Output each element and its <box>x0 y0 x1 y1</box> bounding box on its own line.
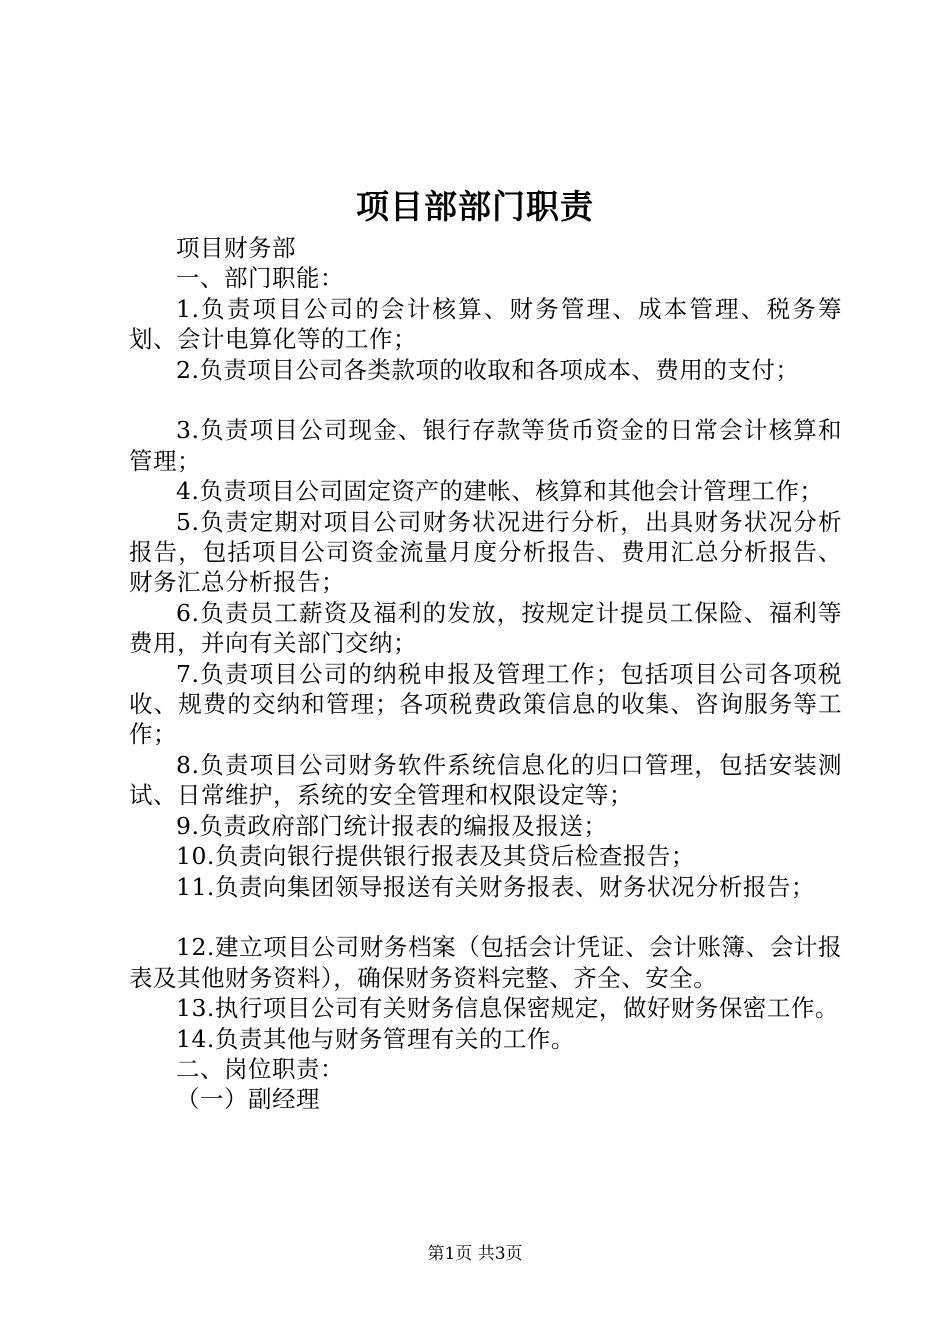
paragraph-subsection-heading: （一）副经理 <box>176 1085 320 1114</box>
paragraph-item-7: 7.负责项目公司的纳税申报及管理工作；包括项目公司各项税收、规费的交纳和管理；各项税费政策信息的收集、咨询服务等工作； <box>129 659 842 749</box>
paragraph-item-1: 1.负责项目公司的会计核算、财务管理、成本管理、税务筹划、会计电算化等的工作； <box>129 294 842 354</box>
paragraph-section-heading: 一、部门职能： <box>176 264 344 293</box>
paragraph-department-name: 项目财务部 <box>176 234 296 262</box>
paragraph-section-heading-2: 二、岗位职责： <box>176 1054 344 1083</box>
page-number-footer: 第1页 共3页 <box>427 1244 523 1264</box>
document-body <box>129 233 842 1115</box>
paragraph-item-4: 4.负责项目公司固定资产的建帐、核算和其他会计管理工作； <box>176 477 824 506</box>
paragraph-item-11: 11.负责向集团领导报送有关财务报表、财务状况分析报告； <box>176 872 815 901</box>
paragraph-item-9: 9.负责政府部门统计报表的编报及报送； <box>176 811 608 840</box>
paragraph-item-12: 12.建立项目公司财务档案（包括会计凭证、会计账簿、会计报表及其他财务资料），确保财务资料完整、齐全、安全。 <box>129 933 842 992</box>
paragraph-item-14: 14.负责其他与财务管理有关的工作。 <box>176 1024 575 1053</box>
paragraph-item-3: 3.负责项目公司现金、银行存款等货币资金的日常会计核算和管理； <box>129 416 842 475</box>
paragraph-item-2: 2.负责项目公司各类款项的收取和各项成本、费用的支付； <box>176 355 800 384</box>
document-title: 项目部部门职责 <box>356 187 594 226</box>
paragraph-item-6: 6.负责员工薪资及福利的发放，按规定计提员工保险、福利等费用，并向有关部门交纳； <box>129 598 842 658</box>
paragraph-item-5: 5.负责定期对项目公司财务状况进行分析，出具财务状况分析报告，包括项目公司资金流量月度分析报告、费用汇总分析报告、财务汇总分析报告； <box>129 507 842 597</box>
paragraph-item-13: 13.执行项目公司有关财务信息保密规定，做好财务保密工作。 <box>176 994 839 1023</box>
paragraph-item-8: 8.负责项目公司财务软件系统信息化的归口管理，包括安装测试、日常维护，系统的安全管理和权限设定等； <box>129 750 842 810</box>
paragraph-item-10: 10.负责向银行提供银行报表及其贷后检查报告； <box>176 842 695 871</box>
